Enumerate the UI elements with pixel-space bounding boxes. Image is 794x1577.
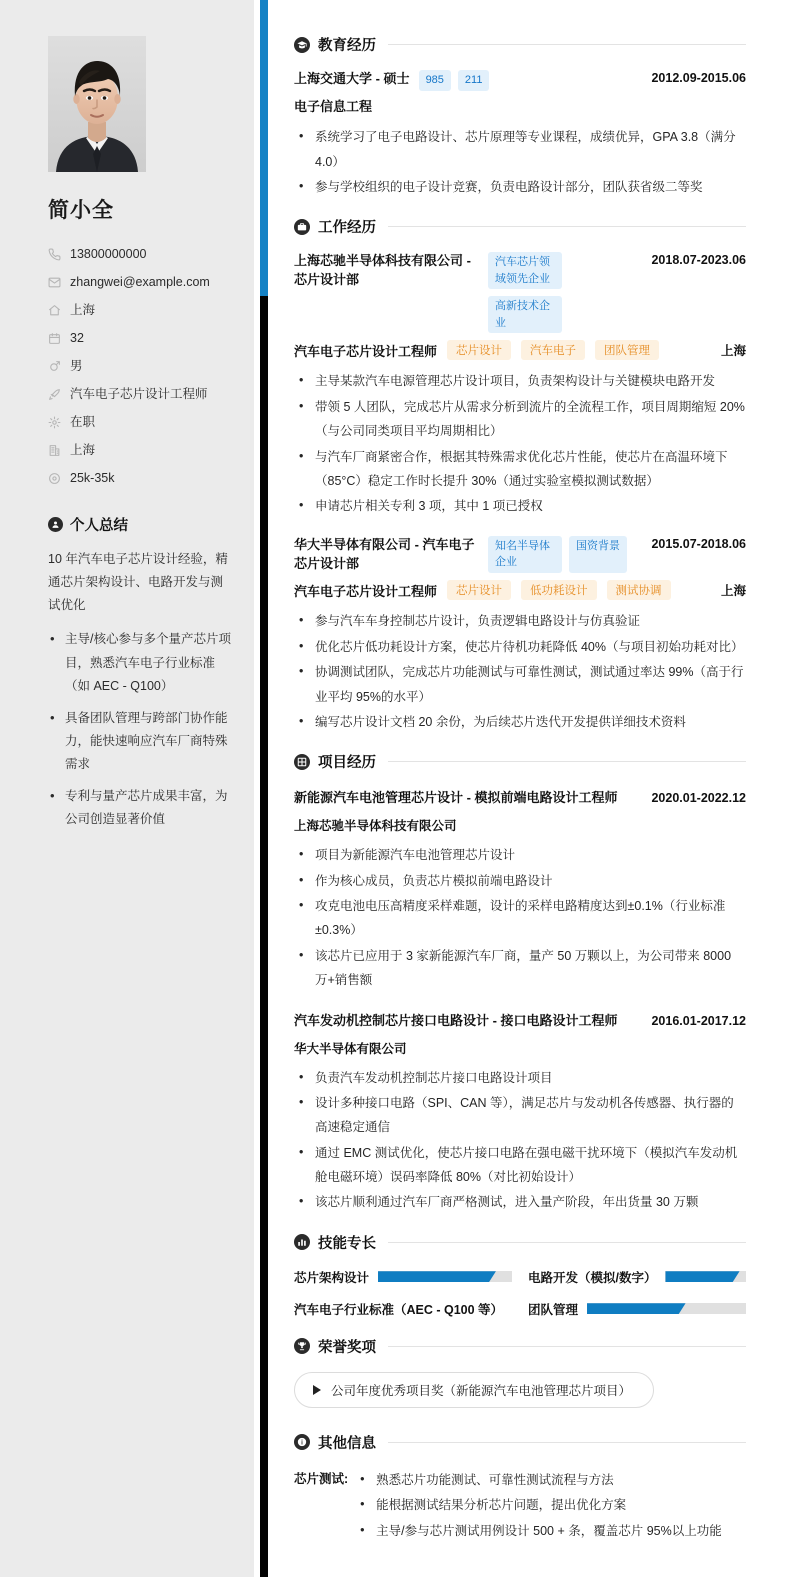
- skill-bar: [378, 1271, 512, 1282]
- list-item: • 系统学习了电子电路设计、芯片原理等专业课程，成绩优异，GPA 3.8（满分 4.0）: [294, 125, 746, 174]
- role-tag: 测试协调: [607, 580, 671, 600]
- projects-title: 项目经历: [318, 755, 376, 772]
- list-item: • 优化芯片低功耗设计方案，使芯片待机功耗降低 40%（与项目初始功耗对比）: [294, 635, 746, 659]
- other-info-header: [294, 1432, 746, 1453]
- contact-work-city-value: 上海: [70, 442, 96, 457]
- list-item: • 项目为新能源汽车电池管理芯片设计: [294, 843, 746, 867]
- education-bullets: [294, 125, 746, 199]
- list-item: • 主导/核心参与多个量产芯片项目，熟悉汽车电子行业标准（如 AEC - Q100）: [48, 628, 232, 697]
- project-bullets: [294, 843, 746, 992]
- education-major: 电子信息工程: [294, 98, 373, 114]
- project-entry: [294, 787, 746, 992]
- gender-icon: [48, 360, 61, 373]
- skills-header: [294, 1232, 746, 1253]
- divider: [388, 761, 746, 762]
- grid-icon: [294, 754, 310, 770]
- trophy-icon: [294, 1338, 310, 1354]
- avatar: [48, 36, 146, 172]
- work-date: 2015.07-2018.06: [651, 536, 746, 551]
- company-tags: [488, 536, 627, 573]
- school-name: 上海交通大学 - 硕士: [294, 71, 410, 86]
- education-entry-head: [294, 70, 746, 91]
- rocket-icon: [48, 388, 61, 401]
- contact-list: [48, 240, 232, 492]
- education-date: 2012.09-2015.06: [651, 71, 746, 85]
- section-skills: [294, 1232, 746, 1318]
- contact-position-value: 汽车电子芯片设计工程师: [70, 386, 208, 401]
- work-entry: [294, 536, 746, 735]
- list-item: • 申请芯片相关专利 3 项，其中 1 项已授权: [294, 494, 746, 518]
- briefcase-icon: [294, 219, 310, 235]
- coin-icon: [48, 472, 61, 485]
- list-item: • 通过 EMC 测试优化，使芯片接口电路在强电磁干扰环境下（模拟汽车发动机舱电磁环境）误码率降低 80%（对比初始设计）: [294, 1141, 746, 1190]
- work-bullets: [294, 609, 746, 734]
- skill-bar: [665, 1271, 746, 1282]
- work-date: 2018.07-2023.06: [651, 253, 746, 268]
- work-entry-head: [294, 536, 746, 574]
- role-tag: 芯片设计: [447, 340, 511, 360]
- other-info-label: 芯片测试:: [294, 1471, 349, 1486]
- skill-bar-fill: [665, 1271, 739, 1282]
- contact-city: [48, 296, 232, 324]
- contact-status: [48, 408, 232, 436]
- company-tag: 高新技术企业: [488, 296, 562, 333]
- list-item: • 具备团队管理与跨部门协作能力，能快速响应汽车厂商特殊需求: [48, 707, 232, 776]
- divider: [388, 226, 746, 227]
- list-item: • 攻克电池电压高精度采样难题，设计的采样电路精度达到±0.1%（行业标准±0.3%）: [294, 894, 746, 943]
- company-tag: 国资背景: [569, 536, 627, 573]
- portrait-photo: [48, 36, 146, 172]
- section-other-info: [294, 1432, 746, 1545]
- work-location: 上海: [720, 344, 746, 359]
- list-item: • 主导/参与芯片测试用例设计 500 + 条，覆盖芯片 95%以上功能: [354, 1519, 746, 1545]
- divider: [388, 1242, 746, 1243]
- main-content: [268, 0, 794, 1577]
- list-item: • 熟悉芯片功能测试、可靠性测试流程与方法: [354, 1468, 746, 1494]
- honors-title: 荣誉奖项: [318, 1339, 376, 1356]
- contact-salary: [48, 464, 232, 492]
- project-name: 汽车发动机控制芯片接口电路设计 - 接口电路设计工程师: [294, 1012, 618, 1028]
- contact-salary-value: 25k-35k: [70, 470, 115, 485]
- gear-icon: [48, 416, 61, 429]
- list-item: • 编写芯片设计文档 20 余份，为后续芯片迭代开发提供详细技术资料: [294, 710, 746, 734]
- graduation-cap-icon: [294, 37, 310, 53]
- contact-position: [48, 380, 232, 408]
- skill-bar-fill: [378, 1271, 496, 1282]
- work-title: 工作经历: [318, 220, 376, 237]
- contact-status-value: 在职: [70, 414, 96, 429]
- role-tag: 低功耗设计: [521, 580, 597, 600]
- work-role-row: [294, 580, 746, 600]
- project-company: 华大半导体有限公司: [294, 1041, 407, 1056]
- skill-name: 团队管理: [528, 1302, 579, 1317]
- other-info-bullets: [354, 1468, 746, 1545]
- school-tag: 985: [419, 70, 451, 91]
- contact-phone: [48, 240, 232, 268]
- projects-header: [294, 751, 746, 772]
- contact-email-value: zhangwei@example.com: [70, 274, 210, 289]
- section-work: [294, 216, 746, 734]
- list-item: • 参与汽车车身控制芯片设计，负责逻辑电路设计与仿真验证: [294, 609, 746, 633]
- summary-intro: 10 年汽车电子芯片设计经验，精通芯片架构设计、电路开发与测试优化: [48, 552, 228, 613]
- job-title: 汽车电子芯片设计工程师: [294, 343, 438, 359]
- home-icon: [48, 304, 61, 317]
- project-company: 上海芯驰半导体科技有限公司: [294, 819, 457, 834]
- skill-name: 芯片架构设计: [294, 1270, 370, 1285]
- job-title: 汽车电子芯片设计工程师: [294, 583, 438, 599]
- project-title-row: [294, 787, 746, 806]
- list-item: • 设计多种接口电路（SPI、CAN 等），满足芯片与发动机各传感器、执行器的高速稳定通信: [294, 1091, 746, 1140]
- divider: [388, 1346, 746, 1347]
- list-item: • 专利与量产芯片成果丰富，为公司创造显著价值: [48, 785, 232, 831]
- accent-stripe-black: [260, 296, 268, 1577]
- list-item: • 协调测试团队，完成芯片功能测试与可靠性测试，测试通过率达 99%（高于行业平均 95%的水平）: [294, 660, 746, 709]
- skill-name: 电路开发（模拟/数字）: [528, 1270, 657, 1285]
- info-circle-icon: [294, 1434, 310, 1450]
- education-title: 教育经历: [318, 38, 376, 54]
- user-circle-icon: [48, 517, 63, 532]
- portrait-illustration: [48, 36, 146, 172]
- honor-text: 公司年度优秀项目奖（新能源汽车电池管理芯片项目）: [331, 1383, 632, 1398]
- skill-item: [528, 1300, 746, 1318]
- project-name: 新能源汽车电池管理芯片设计 - 模拟前端电路设计工程师: [294, 790, 618, 806]
- company-tag: 汽车芯片领域领先企业: [488, 252, 562, 289]
- other-info-group: [294, 1468, 746, 1545]
- work-bullets: [294, 369, 746, 518]
- project-date: 2020.01-2022.12: [651, 791, 746, 806]
- work-role-row: [294, 340, 746, 360]
- contact-age: [48, 324, 232, 352]
- other-info-title: 其他信息: [318, 1435, 376, 1452]
- role-tag: 芯片设计: [447, 580, 511, 600]
- calendar-icon: [48, 332, 61, 345]
- honor-item: [294, 1372, 654, 1408]
- skill-name: 汽车电子行业标准（AEC - Q100 等）: [294, 1302, 504, 1317]
- company-tags: [488, 252, 642, 333]
- skills-title: 技能专长: [318, 1235, 376, 1252]
- phone-icon: [48, 248, 61, 261]
- work-entry: [294, 252, 746, 518]
- work-entry-head: [294, 252, 746, 333]
- accent-stripe-blue: [260, 0, 268, 296]
- project-entry: [294, 1010, 746, 1215]
- company-name: 上海芯驰半导体科技有限公司 - 芯片设计部: [294, 253, 471, 288]
- divider: [388, 44, 746, 45]
- contact-gender: [48, 352, 232, 380]
- summary-section-title: 个人总结: [70, 518, 128, 534]
- school-tags: [419, 70, 490, 91]
- summary-bullets: [48, 628, 232, 831]
- list-item: • 与汽车厂商紧密合作，根据其特殊需求优化芯片性能，使芯片在高温环境下（85°C）稳定工作时长提升 30%（通过实验室模拟测试数据）: [294, 445, 746, 494]
- person-name: 简小全: [48, 199, 114, 222]
- role-tag: 团队管理: [595, 340, 659, 360]
- list-item: • 带领 5 人团队，完成芯片从需求分析到流片的全流程工作，项目周期缩短 20%（与公司同类项目平均周期相比）: [294, 395, 746, 444]
- education-header: [294, 34, 746, 55]
- skill-item: [528, 1268, 746, 1286]
- play-triangle-icon: [313, 1385, 321, 1395]
- contact-city-value: 上海: [70, 302, 96, 317]
- honors-header: [294, 1336, 746, 1357]
- project-title-row: [294, 1010, 746, 1029]
- project-date: 2016.01-2017.12: [651, 1013, 746, 1028]
- school-tag: 211: [458, 70, 490, 91]
- contact-age-value: 32: [70, 330, 84, 345]
- skill-bar: [587, 1303, 746, 1314]
- building-icon: [48, 444, 61, 457]
- project-bullets: [294, 1066, 746, 1215]
- skills-grid: [294, 1268, 746, 1318]
- contact-phone-value: 13800000000: [70, 246, 147, 261]
- chart-bar-icon: [294, 1234, 310, 1250]
- section-education: [294, 34, 746, 199]
- contact-work-city: [48, 436, 232, 464]
- role-tag: 汽车电子: [521, 340, 585, 360]
- list-item: • 主导某款汽车电源管理芯片设计项目，负责架构设计与关键模块电路开发: [294, 369, 746, 393]
- company-name: 华大半导体有限公司 - 汽车电子芯片设计部: [294, 536, 475, 571]
- list-item: • 能根据测试结果分析芯片问题，提出优化方案: [354, 1493, 746, 1519]
- summary-section-header: [48, 514, 232, 535]
- skill-bar-fill: [587, 1303, 686, 1314]
- envelope-icon: [48, 276, 61, 289]
- contact-gender-value: 男: [70, 358, 83, 373]
- sidebar: [0, 0, 254, 1577]
- skill-item: [294, 1300, 512, 1318]
- education-entry: [294, 70, 746, 199]
- divider: [388, 1442, 746, 1443]
- list-item: • 参与学校组织的电子设计竞赛，负责电路设计部分，团队获省级二等奖: [294, 175, 746, 199]
- list-item: • 作为核心成员，负责芯片模拟前端电路设计: [294, 869, 746, 893]
- section-projects: [294, 751, 746, 1215]
- company-tag: 知名半导体企业: [488, 536, 562, 573]
- skill-item: [294, 1268, 512, 1286]
- list-item: • 负责汽车发动机控制芯片接口电路设计项目: [294, 1066, 746, 1090]
- list-item: • 该芯片顺利通过汽车厂商严格测试，进入量产阶段，年出货量 30 万颗: [294, 1190, 746, 1214]
- work-location: 上海: [720, 584, 746, 599]
- section-honors: [294, 1336, 746, 1426]
- work-header: [294, 216, 746, 237]
- list-item: • 该芯片已应用于 3 家新能源汽车厂商，量产 50 万颗以上，为公司带来 8000 万+销售额: [294, 944, 746, 993]
- accent-stripe: [254, 0, 268, 1577]
- contact-email: [48, 268, 232, 296]
